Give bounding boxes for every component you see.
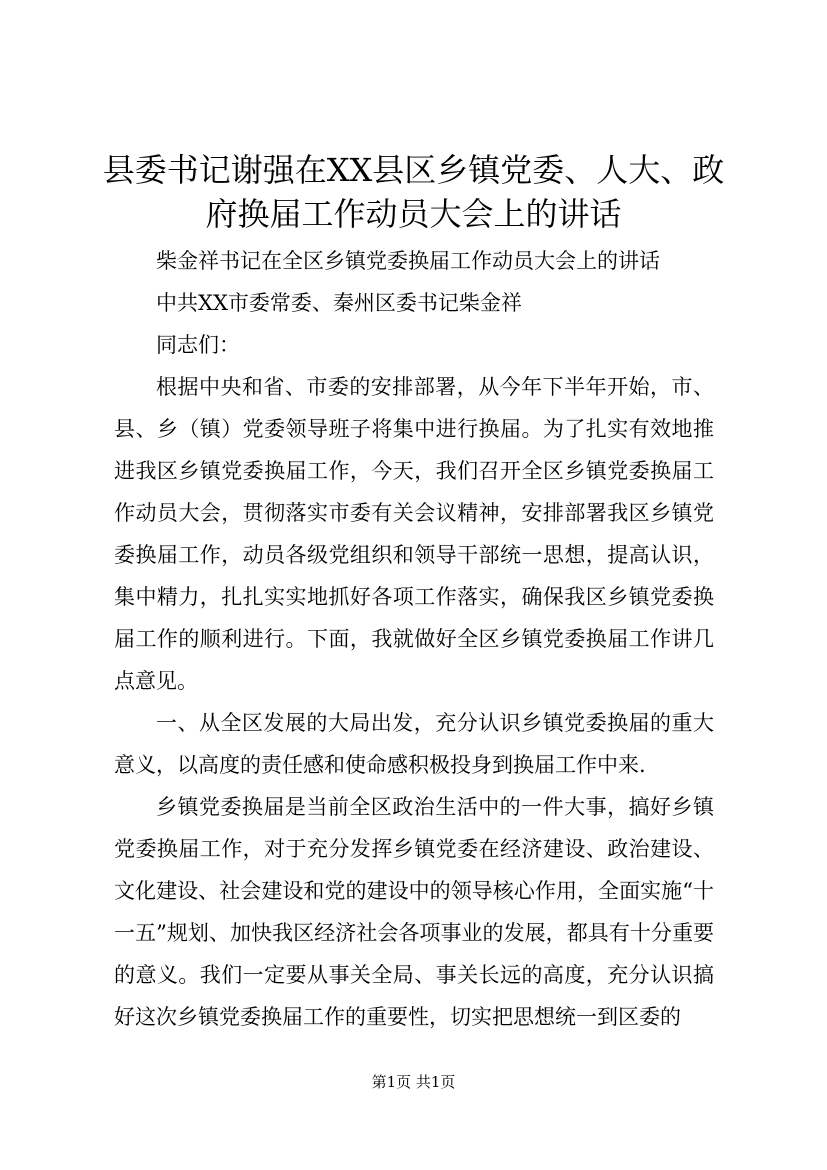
salutation: 同志们： <box>156 333 240 357</box>
paragraph-1: 根据中央和省、市委的安排部署，从今年下半年开始，市、县、乡（镇）党委领导班子将集中进行换届。为了扎实有效地推进我区乡镇党委换届工作，今天，我们召开全区乡镇党委换届工作动员大会，贯彻落实市委有关会议精神，安排部署我区乡镇党委换届工作，动员各级党组织和领导干部统一思想，提高认识，集中精力，扎扎实实地抓好各项工作落实，确保我区乡镇党委换届工作的顺利进行。下面，我就做好全区乡镇党委换届工作讲几点意见。 <box>114 375 714 693</box>
document-title: 县委书记谢强在XX县区乡镇党委、人大、政府换届工作动员大会上的讲话 <box>102 151 725 233</box>
paragraph-3: 乡镇党委换届是当前全区政治生活中的一件大事，搞好乡镇党委换届工作，对于充分发挥乡镇党委在经济建设、政治建设、文化建设、社会建设和党的建设中的领导核心作用，全面实施“十一五”规划、加快我区经济社会各项事业的发展，都具有十分重要的意义。我们一定要从事关全局、事关长远的高度，充分认识搞好这次乡镇党委换届工作的重要性，切实把思想统一到区委的 <box>114 795 714 1029</box>
author-line: 中共XX市委常委、秦州区委书记柴金祥 <box>156 291 522 315</box>
document-body <box>114 240 714 1038</box>
page-footer: 第1页 共1页 <box>371 1073 456 1091</box>
paragraph-2: 一、从全区发展的大局出发，充分认识乡镇党委换届的重大意义，以高度的责任感和使命感积极投身到换届工作中来. <box>114 711 714 777</box>
document-subtitle: 柴金祥书记在全区乡镇党委换届工作动员大会上的讲话 <box>156 249 660 273</box>
